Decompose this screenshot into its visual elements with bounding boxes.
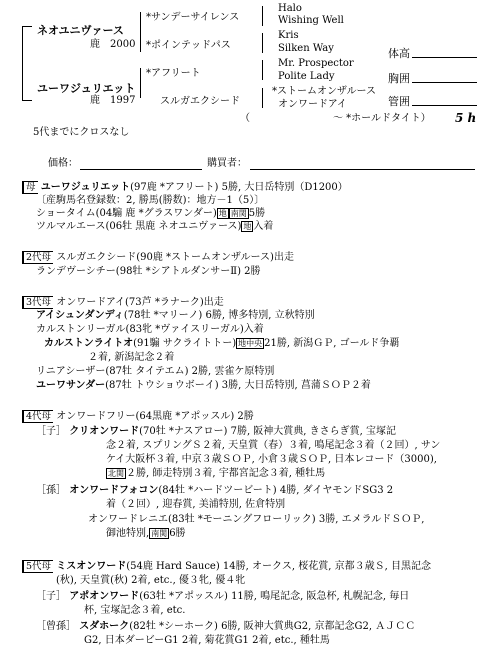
height-label: 体高 [388,47,410,60]
g3-line-5: リニアシーザー(87牡 タイテエム) 2勝, 雲雀ケ原特別 [36,366,275,377]
height-field [412,57,477,58]
sire-name: ネオユニヴァース [37,24,124,37]
g3-line-6 [36,379,371,392]
dam-line-2-tail: 5勝 [248,208,266,219]
g5-c1-rest: (63牡 *アポッスル) 11勝, 鳴尾記念, 阪急杯, 札幌記念, 毎日 [139,591,410,602]
g5-head-rest: (54鹿 Hard Sauce) 14勝, オークス, 桜花賞, 京都３歳Ｓ, 目黒記念 [126,561,431,572]
g4-k2-name: オンワードフォコン [69,485,159,496]
gp-8: オンワードアイ [278,99,347,110]
dam-line-3-text: ツルマルエース(06牡 黒鹿 ネオユニヴァース) [36,221,242,232]
chest-field [412,82,477,83]
sire-dam: *ポインテッドパス [146,40,231,51]
dam-sire: *アフリート [146,68,201,79]
dam-head-name: ユーワジュリエット [40,182,131,193]
price-field [80,169,202,170]
section-label: 2代母 [22,251,53,264]
g5-c1-name: アポオンワード [69,591,140,602]
g5-l2: (秋), 天皇賞(秋) 2着, etc., 優３牝, 優４牝 [56,575,246,586]
g4-k3: オンワードレニエ(83牡 *モーニングフローリック) 3勝, エメラルドＳＯＰ, [88,514,425,525]
g4-k2-rest: (84牡 *ハードツービート) 4勝, ダイヤモンドSG3 2 [158,485,394,496]
chest-label: 胸囲 [388,72,410,85]
bottom-right: ～ *ホールドタイト） [333,113,431,124]
g4-k1-l4-text: ２勝, 師走特別３着, 宇都宮記念３着, 種牡馬 [126,468,326,479]
relation-label: ［子］ [36,426,66,437]
g4-k1-l3: ケイ大阪杯３着, 中京３歳ＳＯＰ, 小倉３歳ＳＯＰ, 日本レコード（3000), [106,454,437,465]
g4-k2-l2: 着（２回）, 迎春賞, 美浦特別, 佐倉特別 [106,499,286,510]
g4-k1-l2: 念２着, スプリングＳ２着, 天皇賞（春）３着, 鳴尾記念３着（２回）, サン [106,440,441,451]
relation-label: ［子］ [36,591,66,602]
buyer-label: 購買者： [207,158,247,169]
g4-head-text: オンワードフリー(64黒鹿 *アポッスル) 2勝 [56,411,254,422]
relation-label: ［孫］ [36,485,66,496]
g3-line-3 [44,337,399,350]
g5-c2-name: スダホーク [79,621,130,632]
bottom-left: （ [240,113,250,124]
g5-head [22,560,431,573]
g4-head [22,410,254,423]
g3-line-2: カルストンリーガル(83牝 *ヴァイスリーガル)入着 [36,324,264,335]
gp-6: Polite Lady [278,71,335,82]
dam-line-2 [36,207,265,220]
dam-line-2-text: ショータイム(04騸 鹿 *グラスワンダー) [36,208,217,219]
bracket-line [140,12,141,52]
dam-line-3-tail: 入着 [253,221,274,232]
g4-k1-rest: (70牡 *ナスアロー) 7勝, 阪神大賞典, きさらぎ賞, 宝塚記 [139,426,397,437]
code: 5 h [455,111,477,125]
region-badge: 南関 [151,529,168,538]
dam-head-rest: (97鹿 *アフリート) 5勝, 大日岳特別（D1200） [130,182,348,193]
section-label: 5代母 [22,560,53,573]
dam-section-head [22,181,348,194]
sire-sire: *サンデーサイレンス [146,12,240,23]
g5-c1 [36,590,409,603]
section-label: 3代母 [22,296,53,309]
gp-3: Kris [278,30,299,41]
g2-head-text: スルガエクシード(90鹿 *ストームオンザルース)出走 [56,252,294,263]
g4-k1-l4 [106,467,325,480]
gp-4: Silken Way [278,43,334,54]
g3-line-1 [36,309,315,322]
g2-line-1: ランデヴーシチー(98牡 *シアトルダンサーⅡ) 2勝 [36,266,261,277]
region-badge: 北関 [108,469,124,478]
region-badge: 地 [218,209,227,218]
g2-head [22,251,294,264]
dam-name: ユーワジュリエット [37,82,136,95]
bracket-line [140,68,141,98]
g3-l1-name: アイシュンダンディ [36,310,124,321]
relation-label: ［曾孫］ [36,621,76,632]
bracket-line [22,26,32,27]
g3-head-text: オンワードアイ(73芦 *ラナーク)出走 [56,297,224,308]
g4-k3-l2a: 御池特別, [106,528,150,539]
sire-info: 鹿 2000 [90,39,136,50]
dam-dam: スルガエクシード [160,96,240,107]
g5-c2 [36,620,415,633]
bracket-line [22,100,32,101]
dam-line-3 [36,220,273,233]
cross-note: 5代までにクロスなし [33,127,130,138]
dam-line-1: 〔産駒馬名登録数：2, 勝馬(勝数)：地方－1（5）〕 [36,195,265,206]
g3-l6-name: ユーワサンダー [36,380,106,391]
bracket-line [262,88,263,108]
g4-k2 [36,484,393,497]
g5-c2-rest: (82牡 *シーホーク) 6勝, 阪神大賞典G2, 京都記念G2, ＡＪＣＣ [129,621,416,632]
gp-7: *ストームオンザルース [272,86,376,97]
g3-l3-tail: 21勝, 新潟ＧＰ, ゴールド争覇 [264,338,400,349]
g3-l6-rest: (87牡 トウショウボーイ) 3勝, 大日岳特別, 菖蒲ＳＯＰ２着 [105,380,371,391]
section-label: 4代母 [22,410,53,423]
cannon-field [412,105,477,106]
g5-head-name: ミスオンワード [56,561,127,572]
g5-c1-l2: 杯, 宝塚記念３着, etc. [84,605,186,616]
cannon-label: 管囲 [388,95,410,108]
dam-info: 鹿 1997 [90,95,136,106]
bracket-line [262,6,263,26]
region-badge: 地中央 [238,339,263,348]
gp-5: Mr. Prospector [278,58,354,69]
section-label: 母 [22,181,38,194]
g4-k3-l2 [106,527,186,540]
g3-l3-rest: (91騸 サクライトトー) [133,338,237,349]
g4-k3-l2b: 6勝 [169,528,186,539]
g5-c2-l2: G2, 日本ダービーG1 2着, 菊花賞G1 2着, etc., 種牡馬 [84,635,330,646]
g3-line-4: ２着, 新潟記念２着 [88,352,175,363]
bracket-line [262,33,263,53]
price-label: 価格： [48,158,78,169]
gp-2: Wishing Well [278,15,344,26]
g3-l3-name: カルストンライトオ [44,338,134,349]
bracket-line [262,60,263,80]
gp-1: Halo [278,3,302,14]
g3-head [22,296,224,309]
g4-k1 [36,425,396,438]
g3-l1-rest: (78牡 *マリーノ) 6勝, 博多特別, 立秋特別 [123,310,315,321]
region-badge: 南関 [230,209,247,218]
buyer-field [250,169,475,170]
g4-k1-name: クリオンワード [69,426,140,437]
bracket-line [22,26,23,101]
region-badge: 地 [243,222,252,231]
